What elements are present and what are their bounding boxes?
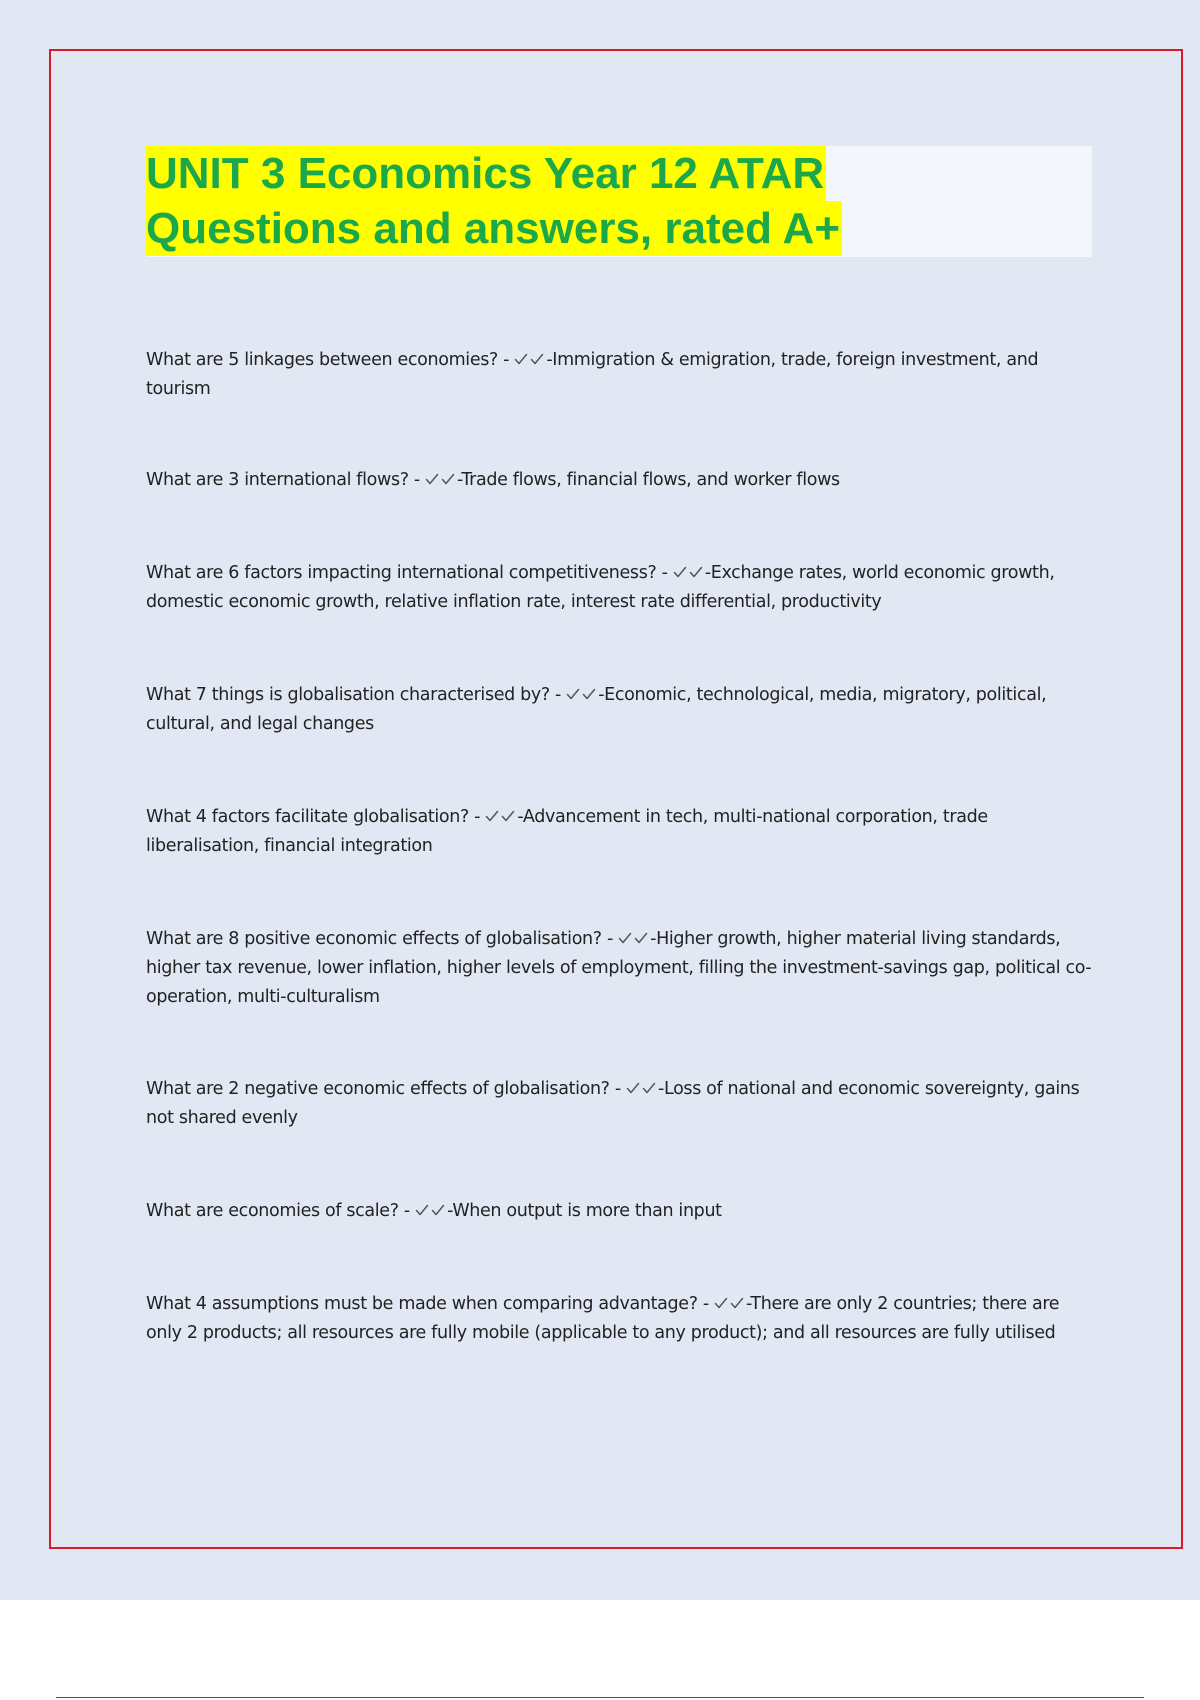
answer-text: -Higher growth, higher material living standards, higher tax revenue, lower inflation, higher levels of employment, filling the investment-savings gap, political co-operation, multi-culturalism — [146, 929, 1092, 1007]
double-check-icon — [485, 807, 517, 827]
check-icon — [618, 931, 632, 945]
title-line-2: Questions and answers, rated A+ — [146, 201, 842, 256]
check-icon — [530, 352, 544, 366]
question-text: What are economies of scale? - — [146, 1201, 416, 1221]
qa-item — [146, 803, 1096, 861]
check-icon — [425, 472, 439, 486]
check-icon — [673, 565, 687, 579]
question-text: What are 6 factors impacting international competitiveness? - — [146, 563, 673, 583]
check-icon — [501, 809, 515, 823]
qa-item — [146, 559, 1096, 617]
double-check-icon — [514, 350, 546, 370]
question-text: What are 8 positive economic effects of globalisation? - — [146, 929, 619, 949]
double-check-icon — [415, 1201, 447, 1221]
double-check-icon — [673, 563, 705, 583]
answer-text: -Trade flows, financial flows, and worker flows — [457, 470, 840, 490]
check-icon — [582, 687, 596, 701]
double-check-icon — [425, 470, 457, 490]
qa-item — [146, 1290, 1096, 1348]
qa-item — [146, 1197, 1096, 1226]
answer-text: -When output is more than input — [447, 1201, 722, 1221]
check-icon — [441, 472, 455, 486]
check-icon — [431, 1203, 445, 1217]
question-text: What 4 assumptions must be made when comparing advantage? - — [146, 1294, 715, 1314]
check-icon — [514, 352, 528, 366]
double-check-icon — [566, 685, 598, 705]
answer-text: -Economic, technological, media, migratory, political, cultural, and legal changes — [146, 685, 1047, 734]
double-check-icon — [626, 1079, 658, 1099]
qa-list — [146, 346, 1096, 1348]
qa-item — [146, 466, 1096, 495]
question-text: What 4 factors facilitate globalisation? - — [146, 807, 486, 827]
question-text: What are 5 linkages between economies? - — [146, 350, 515, 370]
answer-text: -Loss of national and economic sovereignty, gains not shared evenly — [146, 1079, 1080, 1128]
double-check-icon — [618, 929, 650, 949]
check-icon — [566, 687, 580, 701]
qa-item — [146, 1075, 1096, 1133]
question-text: What are 3 international flows? - — [146, 470, 426, 490]
answer-text: -Exchange rates, world economic growth, domestic economic growth, relative inflation rate, interest rate differential, productivity — [146, 563, 1055, 612]
document-title — [146, 146, 1092, 256]
check-icon — [730, 1296, 744, 1310]
answer-text: -There are only 2 countries; there are only 2 products; all resources are fully mobile (applicable to any product); and all resources are fully utilised — [146, 1294, 1060, 1343]
double-check-icon — [714, 1294, 746, 1314]
check-icon — [642, 1081, 656, 1095]
answer-text: -Immigration & emigration, trade, foreign investment, and tourism — [146, 350, 1039, 399]
title-block — [146, 146, 1092, 257]
check-icon — [714, 1296, 728, 1310]
check-icon — [485, 809, 499, 823]
question-text: What 7 things is globalisation characterised by? - — [146, 685, 567, 705]
check-icon — [626, 1081, 640, 1095]
footer-divider — [56, 1697, 1144, 1698]
answer-text: -Advancement in tech, multi-national corporation, trade liberalisation, financial integration — [146, 807, 988, 856]
title-line-1: UNIT 3 Economics Year 12 ATAR — [146, 146, 826, 201]
check-icon — [634, 931, 648, 945]
qa-item — [146, 681, 1096, 739]
check-icon — [689, 565, 703, 579]
qa-item — [146, 346, 1096, 404]
check-icon — [415, 1203, 429, 1217]
question-text: What are 2 negative economic effects of globalisation? - — [146, 1079, 627, 1099]
qa-item — [146, 925, 1096, 1012]
